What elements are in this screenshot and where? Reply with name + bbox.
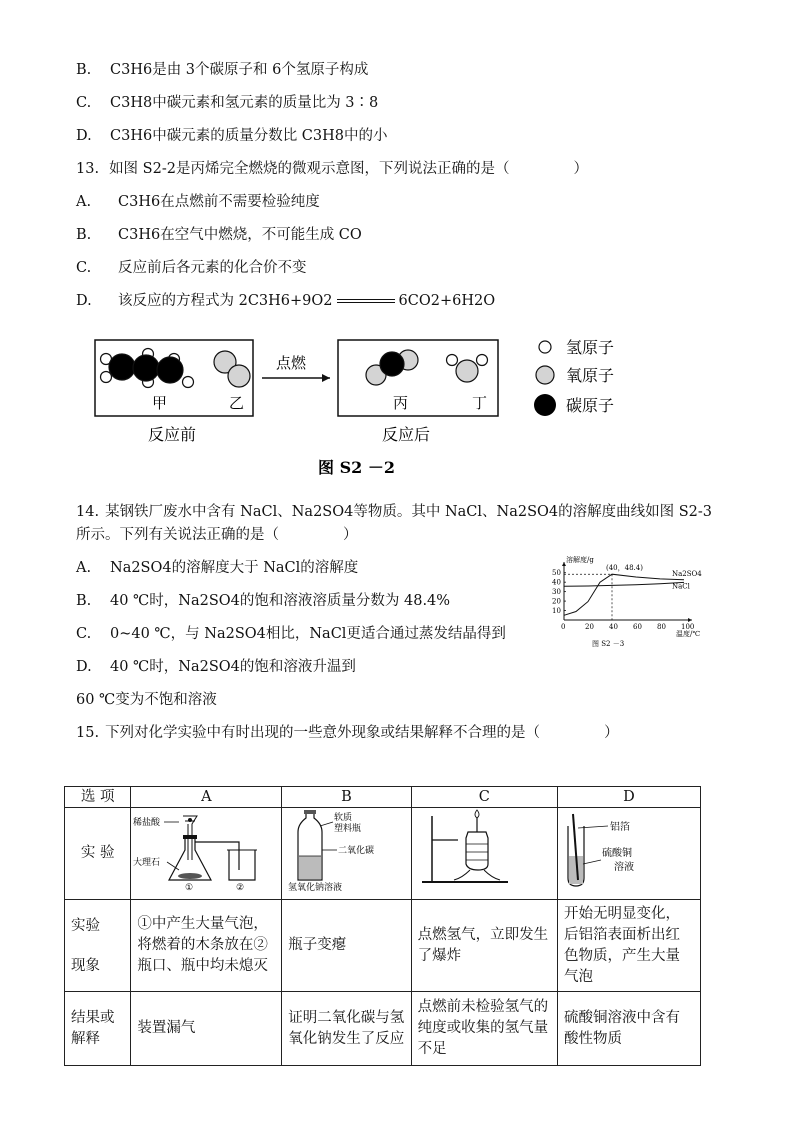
oxygen-molecule bbox=[214, 351, 250, 387]
q15-stem bbox=[76, 721, 619, 742]
experiment-table bbox=[64, 786, 701, 1066]
delivery-tube bbox=[195, 842, 239, 870]
option-text: 40 ℃时，Na2SO4的饱和溶液升温到 bbox=[110, 659, 356, 675]
option-letter: C. bbox=[76, 95, 92, 111]
cell-phenomenon-b: 瓶子变瘪 bbox=[282, 900, 411, 992]
series-line-na2so4 bbox=[564, 574, 684, 615]
question-number: 14. bbox=[76, 504, 100, 520]
label-ding: 丁 bbox=[472, 394, 488, 412]
option-text: C3H6是由 3个碳原子和 6个氢原子构成 bbox=[110, 62, 369, 78]
figure-a-label-acid: 稀盐酸 bbox=[133, 818, 161, 828]
gas-container-icon bbox=[466, 832, 488, 870]
annotation-label: (40，48.4) bbox=[606, 564, 643, 573]
header-cell: B bbox=[282, 787, 411, 808]
q14-option-d bbox=[76, 655, 356, 676]
table-row-explanation bbox=[65, 992, 701, 1066]
figure-s2-2 bbox=[90, 330, 650, 480]
label-bing: 丙 bbox=[393, 394, 409, 412]
figure-a-cell bbox=[131, 808, 282, 900]
q13-option-b bbox=[76, 223, 362, 244]
label-jia: 甲 bbox=[152, 394, 168, 412]
legend-hydrogen-swatch bbox=[539, 341, 551, 353]
option-text: 反应前后各元素的化合价不变 bbox=[118, 260, 307, 276]
row-label: 实验 现象 bbox=[65, 900, 131, 992]
propene-molecule bbox=[101, 349, 194, 388]
series-label-nacl: NaCl bbox=[672, 582, 690, 591]
figure-a-num2: ② bbox=[236, 883, 245, 892]
question-text: 如图 S2-2是丙烯完全燃烧的微观示意图，下列说法正确的是（ bbox=[109, 161, 510, 177]
q13-option-c bbox=[76, 256, 307, 277]
q14-option-b bbox=[76, 589, 450, 610]
series-line-nacl bbox=[564, 582, 684, 586]
legend bbox=[534, 338, 614, 416]
figure-b-label-bottle: 塑料瓶 bbox=[334, 824, 362, 834]
figure-caption: 图 S2 －2 bbox=[318, 458, 395, 477]
flame-icon bbox=[475, 810, 479, 818]
option-letter: B. bbox=[76, 593, 92, 609]
option-letter: C. bbox=[76, 260, 92, 276]
cell-explanation-a: 装置漏气 bbox=[131, 992, 282, 1066]
option-letter: C. bbox=[76, 626, 92, 642]
question-number: 13. bbox=[76, 161, 100, 177]
figure-a-apparatus bbox=[131, 808, 265, 892]
question-text: 下列对化学实验中有时出现的一些意外现象或结果解释不合理的是（ bbox=[105, 725, 541, 741]
leader-line bbox=[167, 862, 179, 870]
figure-b-label-naoh: 氢氧化钠溶液 bbox=[288, 883, 343, 892]
legend-carbon-label: 碳原子 bbox=[566, 396, 615, 415]
y-axis-label: 溶解度/g bbox=[566, 556, 594, 564]
solubility-chart bbox=[542, 554, 722, 654]
legend-carbon-swatch bbox=[534, 394, 556, 416]
option-text: 该反应的方程式为 2C3H6+9O2 bbox=[118, 293, 333, 309]
x-tick-label: 20 bbox=[585, 623, 594, 631]
legend-oxygen-label: 氧原子 bbox=[566, 366, 615, 385]
paren-close: ） bbox=[604, 725, 619, 741]
option-letter: B. bbox=[76, 227, 92, 243]
arrow-head bbox=[322, 374, 330, 382]
option-letter: A. bbox=[76, 194, 92, 210]
x-axis-label: 温度/℃ bbox=[676, 630, 701, 638]
x-tick-label: 0 bbox=[561, 623, 566, 631]
figure-c-apparatus bbox=[412, 808, 540, 892]
table-row-phenomenon bbox=[65, 900, 701, 992]
figure-c-cell bbox=[411, 808, 557, 900]
figure-d-label-solution: 溶液 bbox=[614, 862, 634, 873]
y-tick-label: 30 bbox=[552, 588, 561, 597]
q12-option-c bbox=[76, 91, 378, 112]
label-after: 反应后 bbox=[382, 425, 431, 444]
x-tick-label: 40 bbox=[609, 623, 618, 631]
legend-hydrogen-label: 氢原子 bbox=[566, 338, 615, 357]
q14-stem-line2 bbox=[76, 523, 358, 544]
figure-b-label-soft: 软质 bbox=[334, 813, 353, 823]
q12-option-d bbox=[76, 124, 388, 145]
figure-d-cell bbox=[558, 808, 701, 900]
option-letter: D. bbox=[76, 128, 92, 144]
leader-line bbox=[583, 860, 601, 864]
figure-b-apparatus bbox=[282, 808, 410, 892]
question-text: 所示。下列有关说法正确的是（ bbox=[76, 527, 279, 543]
option-text: C3H6在点燃前不需要检验纯度 bbox=[118, 194, 320, 210]
question-number: 15. bbox=[76, 725, 100, 741]
series-label-na2so4: Na2SO4 bbox=[672, 569, 702, 578]
paren-close: ） bbox=[573, 161, 588, 177]
x-tick-label: 80 bbox=[657, 623, 666, 631]
row-label: 结果或 解释 bbox=[65, 992, 131, 1066]
option-text: C3H6在空气中燃烧，不可能生成 CO bbox=[118, 227, 362, 243]
row-label: 实 验 bbox=[65, 808, 131, 900]
option-text-after: 6CO2+6H2O bbox=[398, 293, 496, 309]
table-row-experiment bbox=[65, 808, 701, 900]
figure-d-label-foil: 铝箔 bbox=[610, 822, 630, 833]
option-text: C3H6中碳元素的质量分数比 C3H8中的小 bbox=[110, 128, 388, 144]
header-cell: A bbox=[131, 787, 282, 808]
question-text: 某钢铁厂废水中含有 NaCl、Na2SO4等物质。其中 NaCl、Na2SO4的溶解度曲线如图 S2-3 bbox=[105, 504, 713, 520]
y-tick-label: 50 bbox=[552, 569, 561, 578]
figure-a-num1: ① bbox=[185, 883, 194, 892]
cell-phenomenon-a: ①中产生大量气泡，将燃着的木条放在②瓶口、瓶中均未熄灭 bbox=[131, 900, 282, 992]
outlet-tube bbox=[454, 870, 500, 880]
figure-b-label-co2: 二氧化碳 bbox=[338, 846, 375, 856]
equation-double-line bbox=[337, 299, 395, 303]
header-cell: D bbox=[558, 787, 701, 808]
q13-option-a bbox=[76, 190, 320, 211]
q13-option-d bbox=[76, 289, 495, 310]
cell-explanation-b: 证明二氧化碳与氢氧化钠发生了反应 bbox=[282, 992, 411, 1066]
option-text: 40 ℃时，Na2SO4的饱和溶液溶质量分数为 48.4% bbox=[110, 593, 451, 609]
cell-phenomenon-d: 开始无明显变化，后铝箔表面析出红色物质，产生大量气泡 bbox=[558, 900, 701, 992]
q14-stem-line1 bbox=[76, 500, 712, 521]
q13-stem bbox=[76, 157, 588, 178]
cell-explanation-d: 硫酸铜溶液中含有酸性物质 bbox=[558, 992, 701, 1066]
y-tick-label: 40 bbox=[552, 578, 561, 587]
q14-continuation: 60 ℃变为不饱和溶液 bbox=[76, 692, 217, 708]
option-letter: A. bbox=[76, 560, 92, 576]
co2-molecule bbox=[366, 350, 418, 385]
table-header-row bbox=[65, 787, 701, 808]
leader-line bbox=[578, 826, 608, 828]
x-tick-label: 60 bbox=[633, 623, 642, 631]
option-letter: D. bbox=[76, 659, 92, 675]
gas-jar-icon bbox=[229, 850, 255, 880]
option-letter: B. bbox=[76, 62, 92, 78]
option-text: C3H8中碳元素和氢元素的质量比为 3∶8 bbox=[110, 95, 379, 111]
header-cell: C bbox=[411, 787, 557, 808]
y-tick-label: 20 bbox=[552, 597, 561, 606]
q12-option-b bbox=[76, 58, 368, 79]
arrow-label: 点燃 bbox=[276, 354, 307, 372]
figure-b-cell bbox=[282, 808, 411, 900]
q14-option-a bbox=[76, 556, 358, 577]
option-text: Na2SO4的溶解度大于 NaCl的溶解度 bbox=[110, 560, 359, 576]
label-yi: 乙 bbox=[229, 394, 245, 412]
label-before: 反应前 bbox=[148, 425, 197, 444]
x-axis-arrow bbox=[688, 618, 692, 622]
cell-explanation-c: 点燃前未检验氢气的纯度或收集的氢气量不足 bbox=[411, 992, 557, 1066]
leader-line bbox=[320, 822, 333, 826]
liquid-fill bbox=[299, 856, 321, 879]
chart-caption: 图 S2 －3 bbox=[592, 640, 625, 648]
option-letter: D. bbox=[76, 293, 92, 309]
figure-a-label-marble: 大理石 bbox=[133, 858, 161, 868]
figure-d-apparatus bbox=[558, 808, 685, 892]
cell-phenomenon-c: 点燃氢气，立即发生了爆炸 bbox=[411, 900, 557, 992]
paren-close: ） bbox=[343, 527, 358, 543]
option-text: 0~40 ℃，与 Na2SO4相比，NaCl更适合通过蒸发结晶得到 bbox=[110, 626, 506, 642]
x-tick-label: 100 bbox=[681, 623, 695, 631]
q14-option-c bbox=[76, 622, 506, 643]
h2o-molecule bbox=[447, 355, 488, 383]
legend-oxygen-swatch bbox=[536, 366, 554, 384]
figure-d-label-cuso4: 硫酸铜 bbox=[602, 848, 632, 859]
header-cell: 选 项 bbox=[65, 787, 131, 808]
y-tick-label: 10 bbox=[552, 607, 561, 616]
